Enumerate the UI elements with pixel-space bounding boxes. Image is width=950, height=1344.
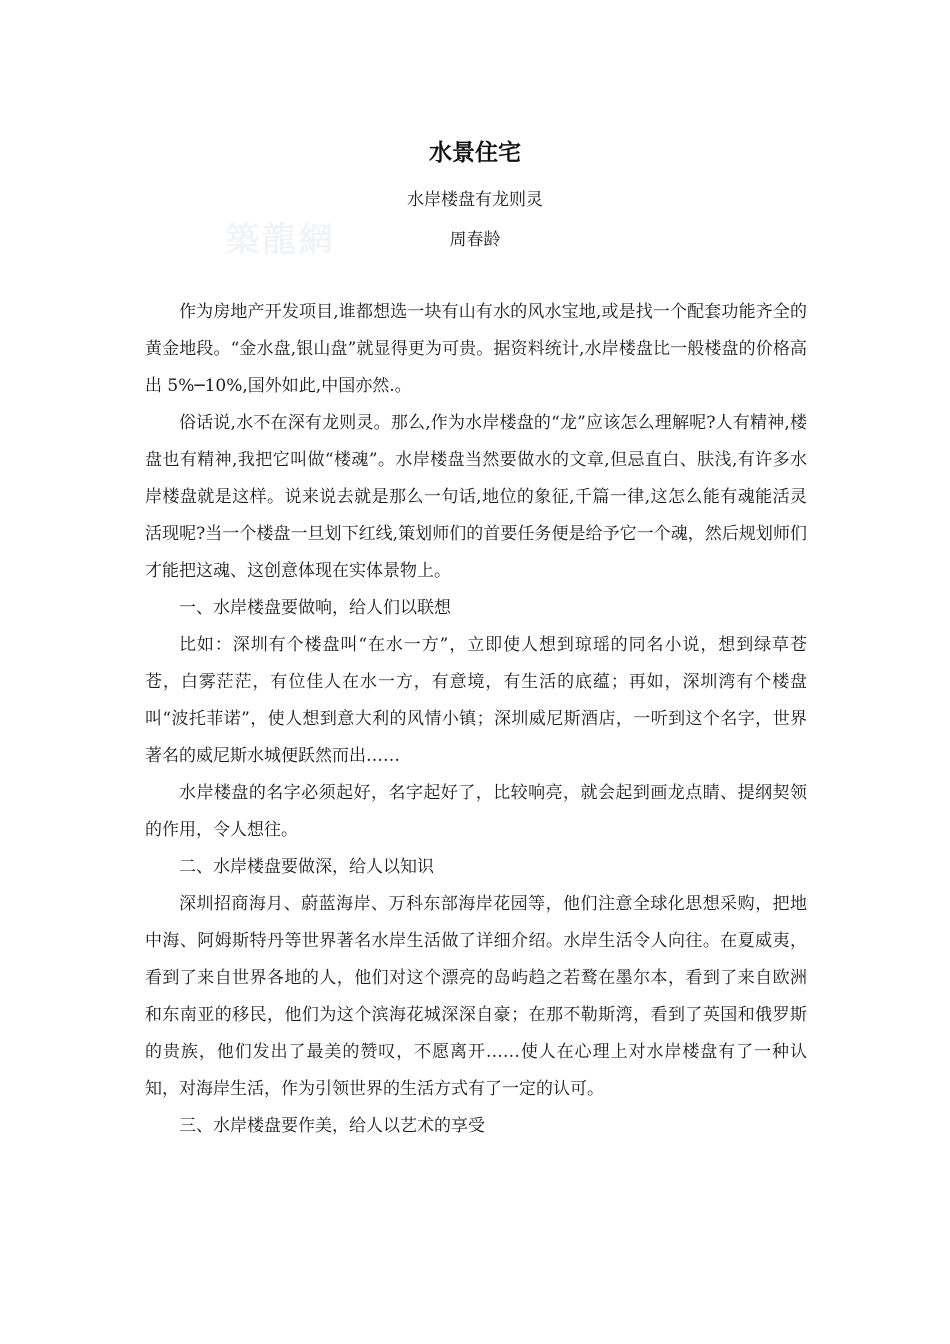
watermark: 築龍網 xyxy=(225,220,336,260)
article-body xyxy=(145,294,807,1145)
section-heading-2: 二、水岸楼盘要做深，给人以知识 xyxy=(179,857,434,877)
body-paragraph: 比如：深圳有个楼盘叫“在水一方”，立即使人想到琼瑶的同名小说，想到绿草苍苍，白雾茫茫，有位佳人在水一方，有意境，有生活的底蕴；再如，深圳湾有个楼盘叫“波托菲诺”，使人想到意大利的风情小镇；深圳威尼斯酒店，一听到这个名字，世界著名的威尼斯水城便跃然而出…… xyxy=(145,635,807,766)
author-name: 周春龄 xyxy=(449,230,501,250)
section-heading-1: 一、水岸楼盘要做响，给人们以联想 xyxy=(179,598,451,618)
section-heading-3: 三、水岸楼盘要作美，给人以艺术的享受 xyxy=(179,1116,485,1136)
intro-paragraph: 作为房地产开发项目,谁都想选一块有山有水的风水宝地,或是找一个配套功能齐全的黄金地段。“金水盘,银山盘”就显得更为可贵。据资料统计,水岸楼盘比一般楼盘的价格高出 5%─10%,国外如此,中国亦然.。 xyxy=(145,302,807,396)
body-paragraph: 水岸楼盘的名字必须起好，名字起好了，比较响亮，就会起到画龙点睛、提纲契领的作用，令人想往。 xyxy=(145,783,807,840)
body-paragraph: 俗话说,水不在深有龙则灵。那么,作为水岸楼盘的“龙”应该怎么理解呢?人有精神,楼盘也有精神,我把它叫做“楼魂”。水岸楼盘当然要做水的文章,但忌直白、肤浅,有许多水岸楼盘就是这样。说来说去就是那么一句话,地位的象征,千篇一律,这怎么能有魂能活灵活现呢?当一个楼盘一旦划下红线,策划师们的首要任务便是给予它一个魂，然后规划师们才能把这魂、这创意体现在实体景物上。 xyxy=(145,413,807,581)
document-title: 水景住宅 xyxy=(429,140,521,166)
body-paragraph: 深圳招商海月、蔚蓝海岸、万科东部海岸花园等，他们注意全球化思想采购，把地中海、阿姆斯特丹等世界著名水岸生活做了详细介绍。水岸生活令人向往。在夏威夷，看到了来自世界各地的人，他们对这个漂亮的岛屿趋之若鹜在墨尔本，看到了来自欧洲和东南亚的移民，他们为这个滨海花城深深自豪；在那不勒斯湾，看到了英国和俄罗斯的贵族，他们发出了最美的赞叹，不愿离开……使人在心理上对水岸楼盘有了一种认知，对海岸生活，作为引领世界的生活方式有了一定的认可。 xyxy=(145,894,807,1099)
document-subtitle: 水岸楼盘有龙则灵 xyxy=(407,190,543,210)
